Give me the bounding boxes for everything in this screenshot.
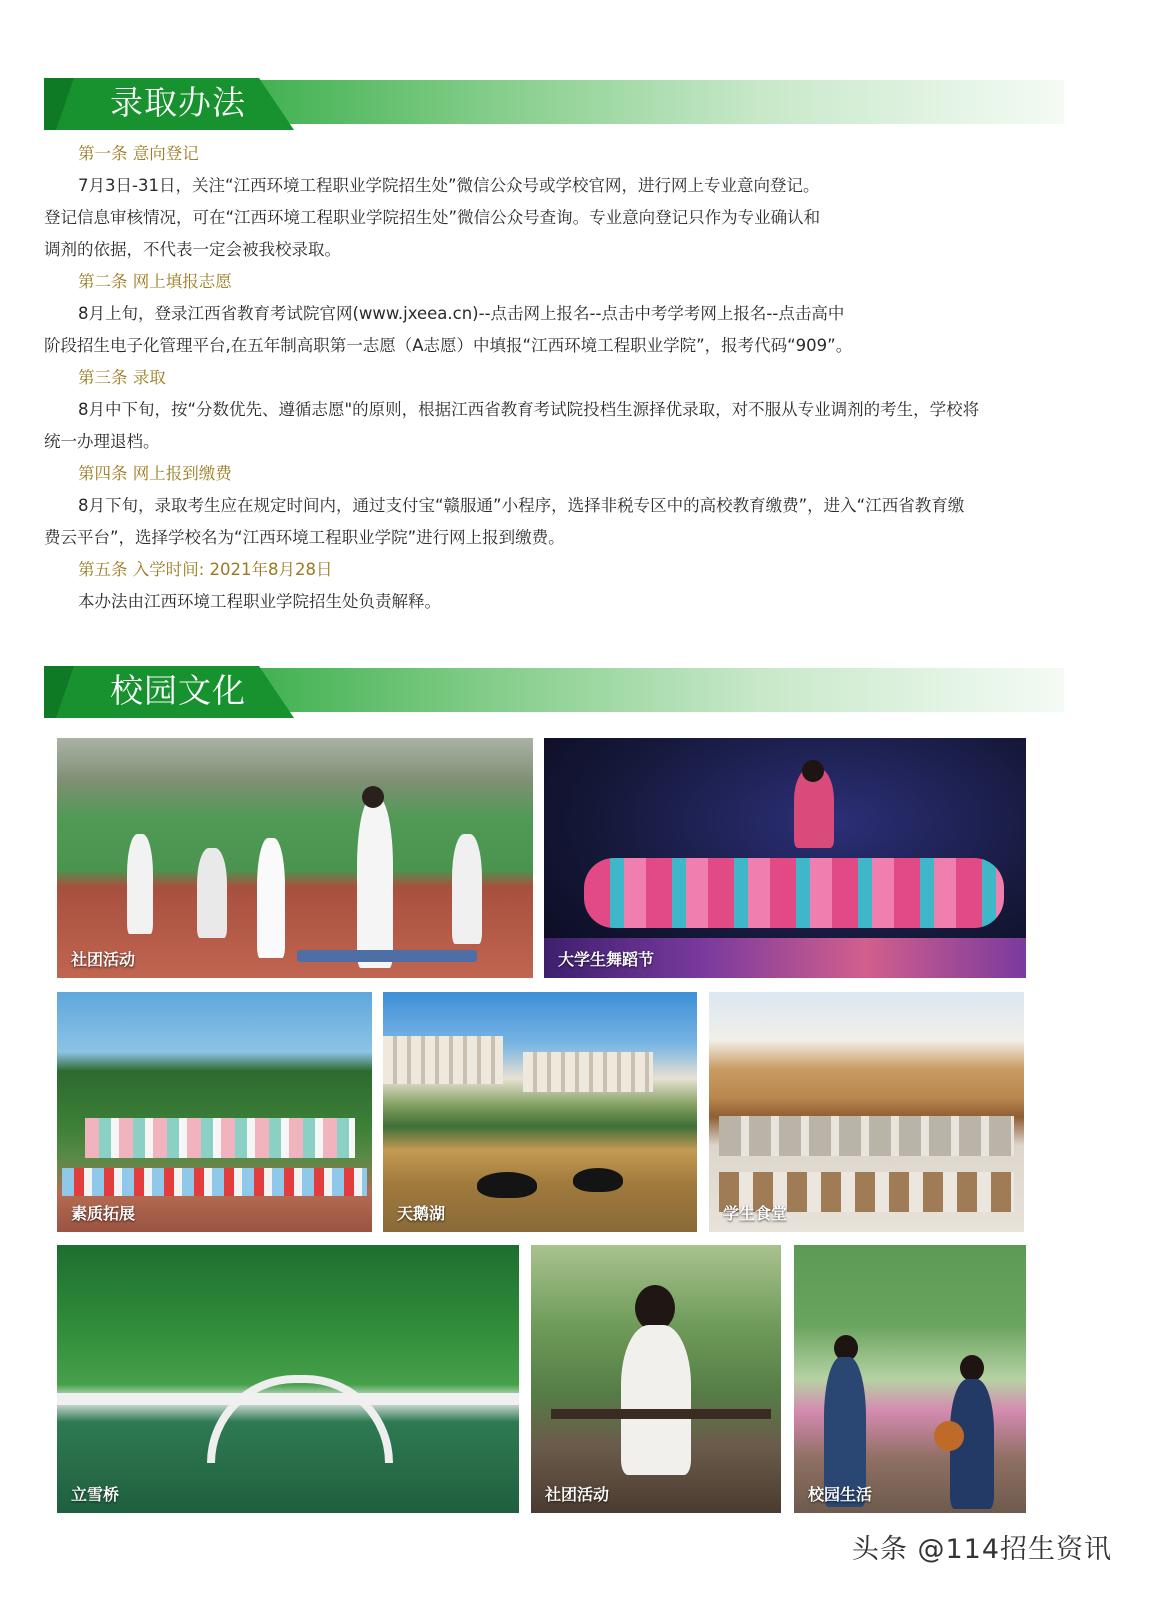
photo-outward-bound — [57, 992, 372, 1232]
article-1-line-3: 调剂的依据，不代表一定会被我校录取。 — [44, 240, 341, 259]
article-3-line-2: 统一办理退档。 — [44, 432, 160, 451]
culture-heading: 校园文化 — [110, 671, 246, 710]
article-1-line-2: 登记信息审核情况，可在“江西环境工程职业学院招生处”微信公众号查询。专业意向登记只作为专业确认和 — [44, 208, 821, 227]
article-5-title: 第五条 入学时间: 2021年8月28日 — [78, 560, 333, 579]
admission-banner — [44, 78, 1064, 130]
photo-lixue-bridge — [57, 1245, 519, 1513]
article-2-title: 第二条 网上填报志愿 — [78, 272, 232, 291]
photo-club-tea — [531, 1245, 781, 1513]
photo-label: 社团活动 — [71, 950, 136, 969]
photo-label: 校园生活 — [808, 1485, 873, 1504]
article-4-line-2: 费云平台”，选择学校名为“江西环境工程职业学院”进行网上报到缴费。 — [44, 528, 565, 547]
photo-label: 素质拓展 — [71, 1204, 136, 1223]
article-1-title: 第一条 意向登记 — [78, 144, 199, 163]
article-3-title: 第三条 录取 — [78, 368, 166, 387]
photo-label: 学生食堂 — [723, 1204, 788, 1223]
article-4-title: 第四条 网上报到缴费 — [78, 464, 232, 483]
photo-label: 立雪桥 — [71, 1485, 120, 1504]
culture-banner — [44, 666, 1064, 718]
admission-body — [44, 138, 1044, 618]
article-5-line-1: 本办法由江西环境工程职业学院招生处负责解释。 — [78, 592, 441, 611]
article-2-line-2: 阶段招生电子化管理平台,在五年制高职第一志愿（A志愿）中填报“江西环境工程职业学院”，报考代码“909”。 — [44, 336, 853, 355]
photo-swan-lake — [383, 992, 697, 1232]
photo-canteen — [709, 992, 1024, 1232]
article-4-line-1: 8月下旬，录取考生应在规定时间内，通过支付宝“赣服通”小程序，选择非税专区中的高校教育缴费”，进入“江西省教育缴 — [78, 496, 965, 515]
photo-label: 天鹅湖 — [397, 1204, 446, 1223]
photo-campus-life — [794, 1245, 1026, 1513]
article-2-line-1: 8月上旬，登录江西省教育考试院官网(www.jxeea.cn)--点击网上报名--点击中考学考网上报名--点击高中 — [78, 304, 845, 323]
photo-dance-festival — [544, 738, 1026, 978]
admission-heading: 录取办法 — [110, 83, 246, 122]
article-3-line-1: 8月中下旬，按“分数优先、遵循志愿"的原则，根据江西省教育考试院投档生源择优录取，对不服从专业调剂的考生，学校将 — [78, 400, 980, 419]
photo-club-yoga — [57, 738, 533, 978]
watermark: 头条 @114招生资讯 — [851, 1534, 1112, 1565]
photo-label: 社团活动 — [545, 1485, 610, 1504]
article-1-line-1: 7月3日-31日，关注“江西环境工程职业学院招生处”微信公众号或学校官网，进行网上专业意向登记。 — [78, 176, 820, 195]
photo-label: 大学生舞蹈节 — [558, 950, 655, 969]
